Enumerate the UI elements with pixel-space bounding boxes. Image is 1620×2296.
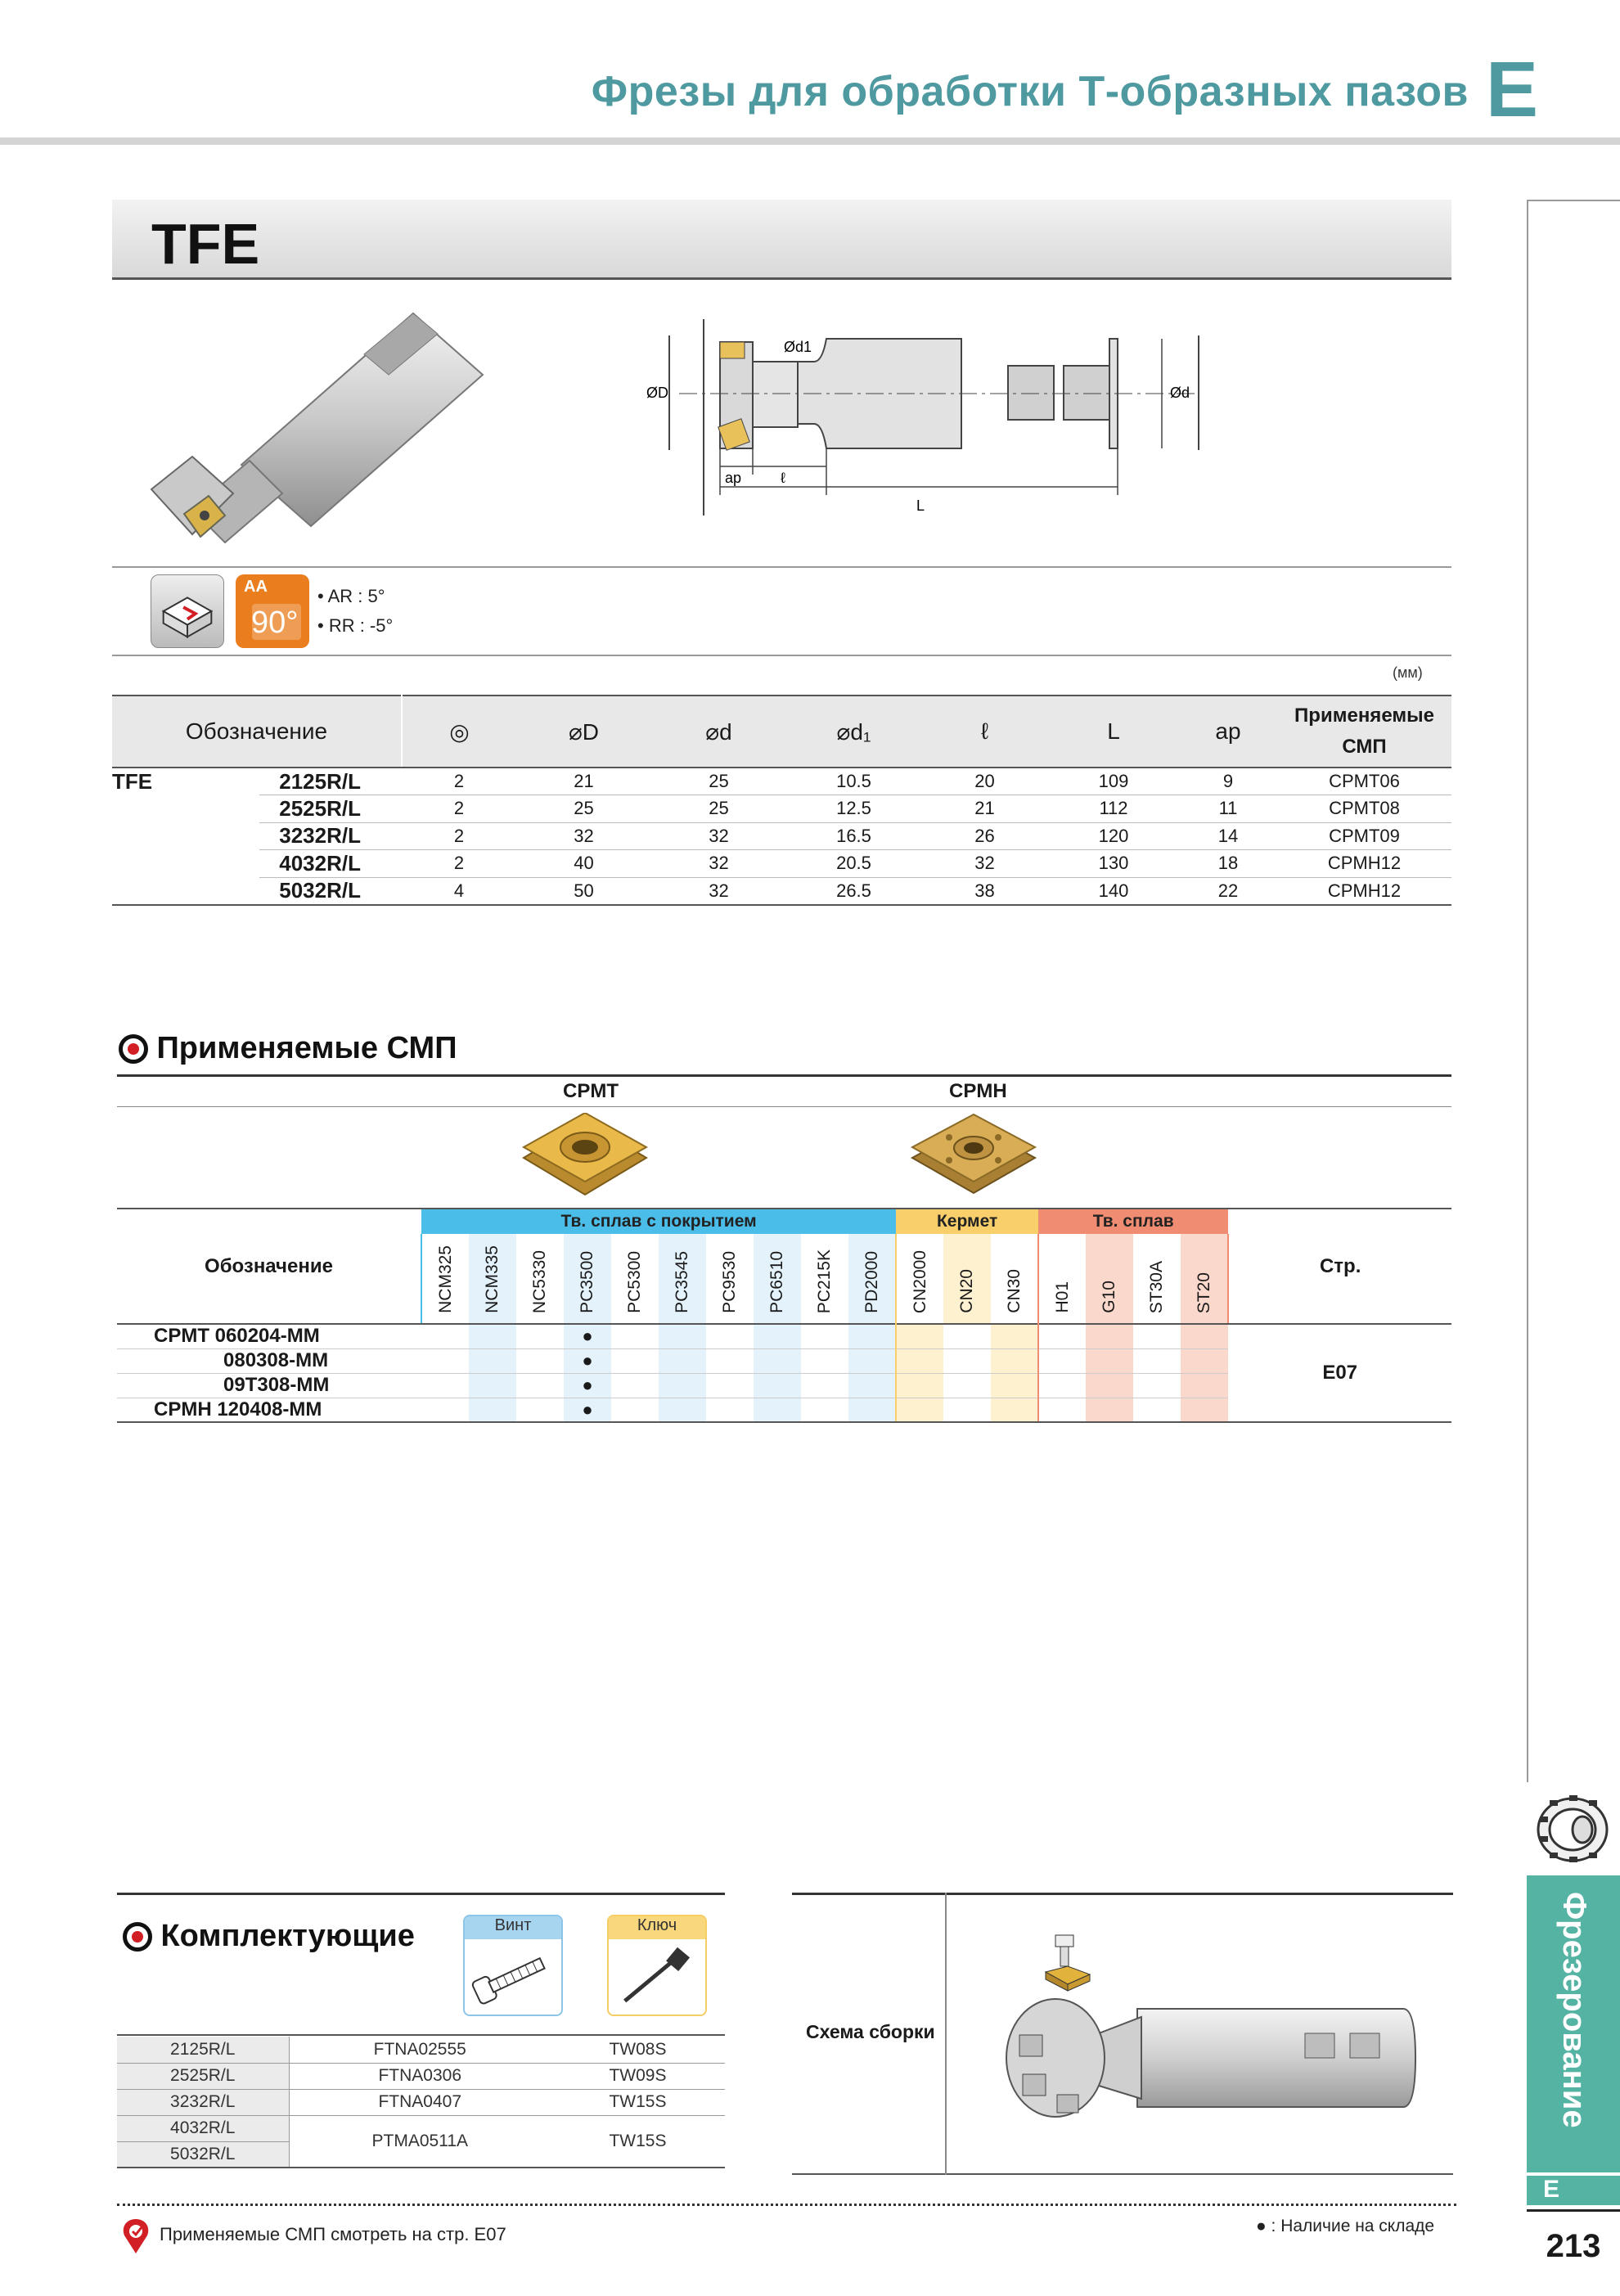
grade-label: CN2000 (910, 1249, 929, 1313)
cell: 32 (651, 877, 786, 905)
grade-header (1086, 1234, 1133, 1324)
key-code: TW15S (551, 2115, 725, 2168)
cell: 25 (516, 795, 651, 823)
grade-label: NCM325 (435, 1245, 455, 1313)
group-cermet: Кермет (896, 1209, 1038, 1234)
product-name: TFE (151, 212, 260, 276)
table-row (112, 850, 1451, 878)
grade-label: CN30 (1004, 1269, 1024, 1313)
side-tab-milling[interactable] (1527, 1875, 1620, 2172)
bullet-icon (123, 1922, 152, 1952)
insert-type-cpmt: CPMT (563, 1080, 619, 1102)
grade-label: PC3545 (673, 1251, 691, 1313)
angle-badge-top: AA (244, 578, 268, 596)
grade-label: ST20 (1194, 1272, 1213, 1313)
side-panel (1527, 200, 1620, 1782)
cpmt-insert-image (515, 1113, 655, 1203)
table-row (112, 822, 1451, 850)
row-code: 2125R/L (117, 2037, 289, 2063)
dim-D-label: ØD (646, 385, 668, 401)
divider (112, 655, 1451, 656)
grades-table (117, 1209, 1451, 1423)
cell: 32 (651, 850, 786, 878)
grade-header (1181, 1234, 1228, 1324)
dim-ap-label: ap (725, 470, 742, 486)
grade-header (516, 1234, 564, 1324)
cell: CPMH12 (1277, 850, 1451, 878)
grade-label: NCM335 (483, 1245, 502, 1313)
grade-header (754, 1234, 801, 1324)
cell: 140 (1048, 877, 1179, 905)
cell: 38 (921, 877, 1048, 905)
screw-code: FTNA0407 (289, 2089, 551, 2115)
grade-header (1038, 1234, 1086, 1324)
dim-l-label: ℓ (781, 470, 785, 486)
grade-label: H01 (1052, 1281, 1072, 1313)
col-teeth: ◎ (402, 696, 516, 768)
screw-code: FTNA0306 (289, 2063, 551, 2089)
dimensions-table (112, 695, 1451, 906)
grade-header (706, 1234, 754, 1324)
insert-name: CPMH 120408-MM (117, 1398, 421, 1422)
row-code: 4032R/L (259, 850, 402, 878)
milling-cutter-icon (1532, 1789, 1613, 1867)
group-coated: Тв. сплав с покрытием (421, 1209, 896, 1234)
cell: 2 (402, 768, 516, 795)
cpmh-insert-image (904, 1113, 1043, 1203)
ar-angle: • AR : 5° (317, 586, 385, 606)
header-rule (0, 137, 1620, 145)
cell: 20.5 (786, 850, 921, 878)
cell: 22 (1179, 877, 1277, 905)
key-code: TW08S (551, 2037, 725, 2063)
side-tab-letter: E (1527, 2176, 1620, 2205)
cell: 2 (402, 822, 516, 850)
footer-note: Применяемые СМП смотреть на стр. E07 (160, 2224, 506, 2244)
grade-label: PC5300 (625, 1251, 644, 1313)
row-code: 3232R/L (117, 2089, 289, 2115)
table-row (112, 795, 1451, 823)
cell: 26.5 (786, 877, 921, 905)
dim-d1-label: Ød1 (784, 339, 812, 355)
page-title: Фрезы для обработки Т-образных пазов (591, 68, 1469, 115)
divider (112, 566, 1451, 568)
grade-header (564, 1234, 611, 1324)
col-D: ⌀D (516, 696, 651, 768)
dim-d-label: Ød (1170, 385, 1190, 401)
grade-header (421, 1234, 469, 1324)
table-row (112, 877, 1451, 905)
cell: 18 (1179, 850, 1277, 878)
row-code: 2525R/L (117, 2063, 289, 2089)
row-code: 2525R/L (259, 795, 402, 823)
cell: 20 (921, 768, 1048, 795)
grade-label: CN20 (957, 1269, 977, 1313)
cell: 25 (651, 768, 786, 795)
row-code: 3232R/L (259, 822, 402, 850)
cell: 25 (651, 795, 786, 823)
cell: 9 (1179, 768, 1277, 795)
table-row (117, 2115, 725, 2141)
grade-label: G10 (1100, 1281, 1119, 1313)
stock-mark: ● (564, 1398, 611, 1422)
screw-code: PTMA0511A (289, 2115, 551, 2168)
cell: 21 (921, 795, 1048, 823)
grade-header (659, 1234, 706, 1324)
side-tab-label: Фрезерование (1556, 1892, 1592, 2128)
assembly-diagram (998, 1927, 1424, 2164)
screw-card (463, 1915, 563, 2016)
insert-name: 080308-MM (117, 1348, 421, 1373)
bullet-icon (119, 1034, 148, 1064)
cell: 112 (1048, 795, 1179, 823)
approach-angle-badge (236, 574, 309, 648)
cell: CPMT06 (1277, 768, 1451, 795)
cell: 32 (651, 822, 786, 850)
grades-designation-header: Обозначение (117, 1209, 421, 1324)
product-photo (143, 293, 495, 563)
grade-label: ST30A (1147, 1260, 1167, 1313)
col-insert: Применяемые СМП (1277, 696, 1451, 768)
cell: 32 (921, 850, 1048, 878)
row-code: 4032R/L (117, 2115, 289, 2141)
page-header: Стр. (1228, 1209, 1451, 1324)
stock-mark: ● (564, 1348, 611, 1373)
units-label: (мм) (1393, 664, 1423, 681)
screw-icon (465, 1939, 561, 2015)
stock-mark: ● (564, 1324, 611, 1348)
inserts-section-title: Применяемые СМП (156, 1031, 457, 1065)
grade-header (1133, 1234, 1181, 1324)
insert-name: 09T308-MM (117, 1373, 421, 1398)
grade-label: PC9530 (720, 1251, 739, 1313)
grade-header (801, 1234, 848, 1324)
grade-header (943, 1234, 991, 1324)
table-row (112, 768, 1451, 795)
row-code: 5032R/L (259, 877, 402, 905)
accessories-heading (123, 1919, 415, 1954)
grade-header (896, 1234, 943, 1324)
table-row (117, 2089, 725, 2115)
accessories-title: Комплектующие (160, 1919, 415, 1953)
grade-header (469, 1234, 516, 1324)
cell: 12.5 (786, 795, 921, 823)
page-number: 213 (1527, 2209, 1620, 2296)
info-pointer-icon (119, 2217, 152, 2255)
col-d: ⌀d (651, 696, 786, 768)
inserts-section-heading (119, 1031, 457, 1066)
group-carbide: Тв. сплав (1038, 1209, 1228, 1234)
col-d1: ⌀d₁ (786, 696, 921, 768)
screw-label: Винт (465, 1916, 561, 1939)
grade-label: NC5330 (530, 1249, 549, 1313)
col-L: L (1048, 696, 1179, 768)
row-code: 2125R/L (259, 768, 402, 795)
cell: 2 (402, 850, 516, 878)
col-l: ℓ (921, 696, 1048, 768)
series-label: TFE (112, 768, 153, 794)
grade-label: PC215K (815, 1249, 834, 1313)
dim-L-label: L (916, 497, 925, 514)
grade-label: PD2000 (862, 1251, 881, 1313)
technical-drawing (630, 319, 1211, 532)
cell: 120 (1048, 822, 1179, 850)
cell: 10.5 (786, 768, 921, 795)
cell: 11 (1179, 795, 1277, 823)
table-row (117, 2063, 725, 2089)
cell: 40 (516, 850, 651, 878)
col-ap: ap (1179, 696, 1277, 768)
cell: CPMT09 (1277, 822, 1451, 850)
cell: 2 (402, 795, 516, 823)
rr-angle: • RR : -5° (317, 615, 394, 636)
cell: 130 (1048, 850, 1179, 878)
cell: CPMH12 (1277, 877, 1451, 905)
stock-legend: ● : Наличие на складе (1256, 2217, 1435, 2235)
cell: CPMT08 (1277, 795, 1451, 823)
table-row (117, 2037, 725, 2063)
row-code: 5032R/L (117, 2141, 289, 2168)
key-label: Ключ (609, 1916, 705, 1939)
grade-header (848, 1234, 896, 1324)
assembly-label: Схема сборки (806, 2021, 935, 2042)
table-header-row (112, 696, 1451, 768)
angle-badge-value: 90° (251, 606, 299, 640)
cell: 16.5 (786, 822, 921, 850)
product-band (112, 200, 1451, 280)
table-row (117, 1324, 1451, 1348)
key-code: TW09S (551, 2063, 725, 2089)
key-card (607, 1915, 707, 2016)
workpiece-icon (151, 574, 224, 648)
cell: 32 (516, 822, 651, 850)
cell: 109 (1048, 768, 1179, 795)
cell: 50 (516, 877, 651, 905)
screw-code: FTNA02555 (289, 2037, 551, 2063)
page-ref: E07 (1228, 1324, 1451, 1422)
grade-header (611, 1234, 659, 1324)
col-designation: Обозначение (112, 696, 402, 768)
cell: 4 (402, 877, 516, 905)
section-letter: E (1485, 46, 1538, 133)
cell: 21 (516, 768, 651, 795)
cell: 26 (921, 822, 1048, 850)
footer-rule (117, 2204, 1456, 2206)
grade-label: PC6510 (767, 1251, 786, 1313)
insert-name: CPMT 060204-MM (117, 1324, 421, 1348)
key-icon (609, 1939, 705, 2015)
insert-type-cpmh: CPMH (949, 1080, 1007, 1102)
cell: 14 (1179, 822, 1277, 850)
grade-header (991, 1234, 1038, 1324)
accessories-table (117, 2037, 725, 2168)
stock-mark: ● (564, 1373, 611, 1398)
key-code: TW15S (551, 2089, 725, 2115)
grade-label: PC3500 (578, 1251, 596, 1313)
